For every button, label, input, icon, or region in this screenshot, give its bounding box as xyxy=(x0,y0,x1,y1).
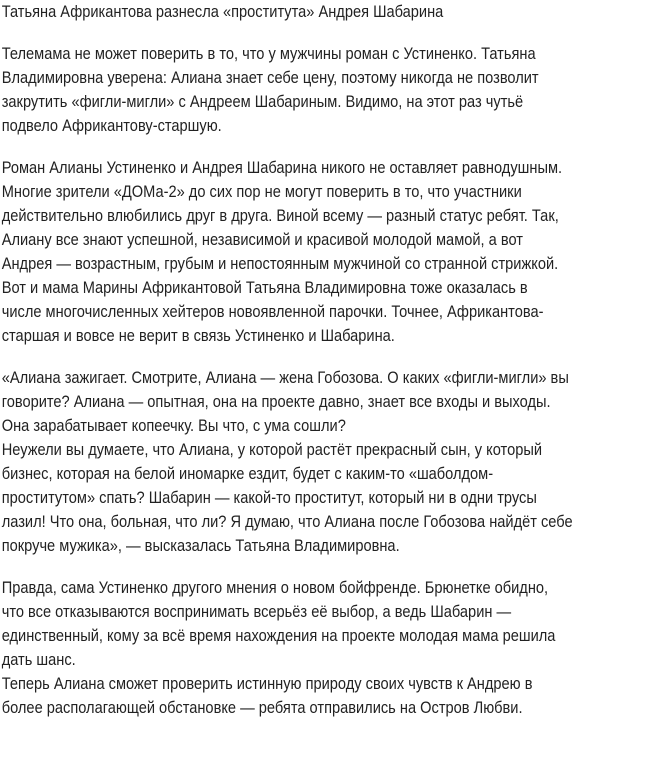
text-line: говорите? Алиана — опытная, она на проекте давно, знает все входы и выходы. xyxy=(1,392,551,411)
text-line: старшая и вовсе не верит в связь Устиненко и Шабарина. xyxy=(1,326,395,345)
text-line: Многие зрители «ДОМа-2» до сих пор не могут поверить в то, что участники xyxy=(1,182,522,201)
text-line: Правда, сама Устиненко другого мнения о новом бойфренде. Брюнетке обидно, xyxy=(1,578,549,597)
spacer xyxy=(2,348,670,366)
text-line: Неужели вы думаете, что Алиана, у которой растёт прекрасный сын, у который xyxy=(1,440,543,459)
text-line: подвело Африкантову-старшую. xyxy=(1,116,222,135)
text-line: «Алиана зажигает. Смотрите, Алиана — жена Гобозова. О каких «фигли-мигли» вы xyxy=(1,368,569,387)
text-line: более располагающей обстановке — ребята отправились на Остров Любви. xyxy=(1,698,523,717)
text-line: бизнес, которая на белой иномарке ездит, будет с каким-то «шаболдом- xyxy=(1,464,494,483)
paragraph-conclusion xyxy=(2,576,670,720)
text-line: Роман Алианы Устиненко и Андрея Шабарина никого не оставляет равнодушным. xyxy=(1,158,563,177)
text-line: Она зарабатывает копеечку. Вы что, с ума сошли? xyxy=(1,416,346,435)
text-line: действительно влюбились друг в друга. Виной всему — разный статус ребят. Так, xyxy=(1,206,559,225)
text-line: Алиану все знают успешной, независимой и красивой молодой мамой, а вот xyxy=(1,230,523,249)
text-line: Телемама не может поверить в то, что у мужчины роман с Устиненко. Татьяна xyxy=(1,44,536,63)
paragraph-romance xyxy=(2,156,670,348)
paragraph-quote xyxy=(2,366,670,558)
text-line: лазил! Что она, больная, что ли? Я думаю, что Алиана после Гобозова найдёт себе xyxy=(1,512,573,531)
text-line: Андрея — возрастным, грубым и непостоянным мужчиной со странной стрижкой. xyxy=(1,254,559,273)
article-title: Татьяна Африкантова разнесла «проститута» Андрея Шабарина xyxy=(1,2,444,21)
text-line: дать шанс. xyxy=(1,650,76,669)
text-line: что все отказываются воспринимать всерьёз её выбор, а ведь Шабарин — xyxy=(1,602,512,621)
text-line: покруче мужика», — высказалась Татьяна Владимировна. xyxy=(1,536,400,555)
spacer xyxy=(2,24,670,42)
text-line: Теперь Алиана сможет проверить истинную природу своих чувств к Андрею в xyxy=(1,674,533,693)
text-line: Вот и мама Марины Африкантовой Татьяна Владимировна тоже оказалась в xyxy=(1,278,528,297)
text-line: числе многочисленных хейтеров новоявленной парочки. Точнее, Африкантова- xyxy=(1,302,544,321)
paragraph-intro xyxy=(2,42,670,138)
text-line: Владимировна уверена: Алиана знает себе цену, поэтому никогда не позволит xyxy=(1,68,539,87)
text-line: единственный, кому за всё время нахождения на проекте молодая мама решила xyxy=(1,626,556,645)
spacer xyxy=(2,558,670,576)
spacer xyxy=(2,138,670,156)
text-line: проститутом» спать? Шабарин — какой-то проститут, который ни в одни трусы xyxy=(1,488,537,507)
text-line: закрутить «фигли-мигли» с Андреем Шабариным. Видимо, на этот раз чутьё xyxy=(1,92,524,111)
